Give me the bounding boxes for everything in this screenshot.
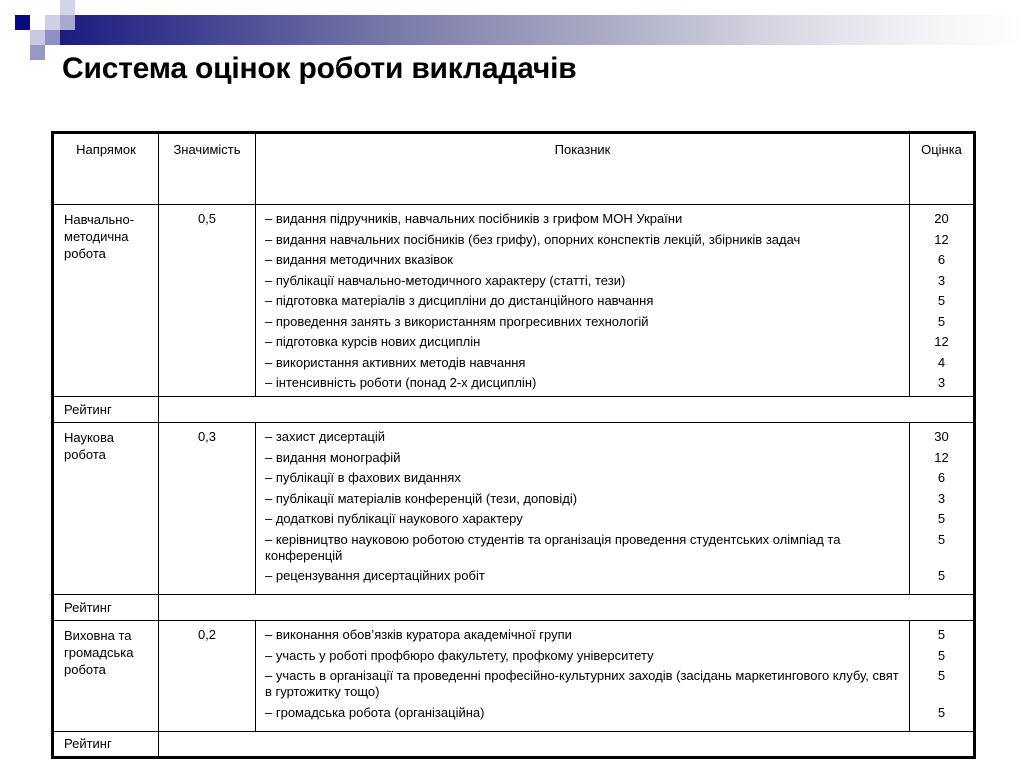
direction-cell xyxy=(53,621,159,732)
rating-value-cell[interactable] xyxy=(159,397,975,423)
decor-square xyxy=(30,45,45,60)
decor-square xyxy=(45,30,60,45)
indicator-item: – публікації в фахових виданнях xyxy=(265,470,461,486)
indicator-item: – публікації матеріалів конференцій (тези, доповіді) xyxy=(265,490,578,506)
indicator-item: – використання активних методів навчання xyxy=(265,354,526,370)
indicator-item: – громадська робота (організаційна) xyxy=(265,704,485,720)
score-value: 5 xyxy=(937,313,946,329)
score-value: 30 xyxy=(934,429,949,445)
table-header-row xyxy=(53,133,975,205)
indicator-item: – додаткові публікації наукового характеру xyxy=(265,511,523,527)
direction-line: Наукова xyxy=(64,430,115,446)
score-value: 5 xyxy=(937,668,946,684)
section-row xyxy=(53,205,975,397)
significance-cell: 0,3 xyxy=(159,423,256,595)
score-value: 4 xyxy=(937,354,946,370)
indicator-item: – рецензування дисертаційних робіт xyxy=(265,568,485,584)
score-value: 3 xyxy=(937,272,946,288)
rating-label: Рейтинг xyxy=(53,731,159,757)
score-value: 3 xyxy=(937,490,946,506)
indicator-cell xyxy=(256,423,910,595)
indicator-item: – видання підручників, навчальних посібників з грифом МОН України xyxy=(265,211,683,227)
indicator-item: – видання методичних вказівок xyxy=(265,252,453,268)
indicator-item: – виконання обов’язків куратора академічної групи xyxy=(265,627,572,643)
score-cell xyxy=(910,621,975,732)
score-value: 6 xyxy=(937,470,946,486)
indicator-item: – участь в організації та проведенні професійно-культурних заходів (засідань маркетингового клубу, свят в гуртожитку тощо) xyxy=(265,668,899,700)
decor-square xyxy=(15,15,30,30)
indicator-item: – участь у роботі профбюро факультету, профкому університету xyxy=(265,647,654,663)
rating-value-cell[interactable] xyxy=(159,731,975,757)
rating-row xyxy=(53,595,975,621)
direction-line: робота xyxy=(64,246,106,262)
title-gradient-bar xyxy=(60,15,1024,45)
score-value: 3 xyxy=(937,375,946,391)
indicator-item: – підготовка матеріалів з дисципліни до дистанційного навчання xyxy=(265,293,654,309)
header-score: Оцінка xyxy=(910,133,975,205)
rating-label: Рейтинг xyxy=(53,595,159,621)
decor-square xyxy=(60,15,75,30)
score-value: 5 xyxy=(937,531,946,547)
decor-square xyxy=(30,30,45,45)
score-value: 12 xyxy=(934,334,949,350)
indicator-item: – публікації навчально-методичного характеру (статті, тези) xyxy=(265,272,626,288)
rating-value-cell[interactable] xyxy=(159,595,975,621)
decor-square xyxy=(45,15,60,30)
header-significance: Значимість xyxy=(159,133,256,205)
score-value: 12 xyxy=(934,449,949,465)
direction-line: Виховна та xyxy=(64,628,132,644)
direction-cell xyxy=(53,423,159,595)
score-value: 5 xyxy=(937,647,946,663)
direction-line: Навчально- xyxy=(64,212,135,228)
header-indicator: Показник xyxy=(256,133,910,205)
score-value: 5 xyxy=(937,568,946,584)
indicator-item: – проведення занять з використанням прогресивних технологій xyxy=(265,313,649,329)
significance-cell: 0,2 xyxy=(159,621,256,732)
direction-line: робота xyxy=(64,447,106,463)
score-cell xyxy=(910,205,975,397)
score-value: 6 xyxy=(937,252,946,268)
rating-label: Рейтинг xyxy=(53,397,159,423)
indicator-item: – підготовка курсів нових дисциплін xyxy=(265,334,481,350)
score-value: 12 xyxy=(934,231,949,247)
direction-cell xyxy=(53,205,159,397)
direction-line: робота xyxy=(64,662,106,678)
significance-cell: 0,5 xyxy=(159,205,256,397)
indicator-cell xyxy=(256,621,910,732)
indicator-item: – видання монографій xyxy=(265,449,401,465)
indicator-cell xyxy=(256,205,910,397)
indicator-item: – видання навчальних посібників (без грифу), опорних конспектів лекцій, збірників задач xyxy=(265,231,801,247)
score-value: 5 xyxy=(937,704,946,720)
score-value: 5 xyxy=(937,627,946,643)
score-cell xyxy=(910,423,975,595)
header-direction: Напрямок xyxy=(53,133,159,205)
direction-line: методична xyxy=(64,229,129,245)
indicator-item: – інтенсивність роботи (понад 2-х дисциплін) xyxy=(265,375,537,391)
slide-title: Система оцінок роботи викладачів xyxy=(62,52,577,85)
indicator-item: – захист дисертацій xyxy=(265,429,386,445)
score-value: 5 xyxy=(937,293,946,309)
evaluation-table xyxy=(51,131,976,759)
rating-row xyxy=(53,397,975,423)
score-value: 5 xyxy=(937,511,946,527)
direction-line: громадська xyxy=(64,645,134,661)
score-value: 20 xyxy=(934,211,949,227)
decor-square xyxy=(60,0,75,15)
section-row xyxy=(53,621,975,732)
rating-row xyxy=(53,731,975,757)
section-row xyxy=(53,423,975,595)
indicator-item: – керівництво науковою роботою студентів та організація проведення студентських олімпіад та конференцій xyxy=(265,531,841,563)
